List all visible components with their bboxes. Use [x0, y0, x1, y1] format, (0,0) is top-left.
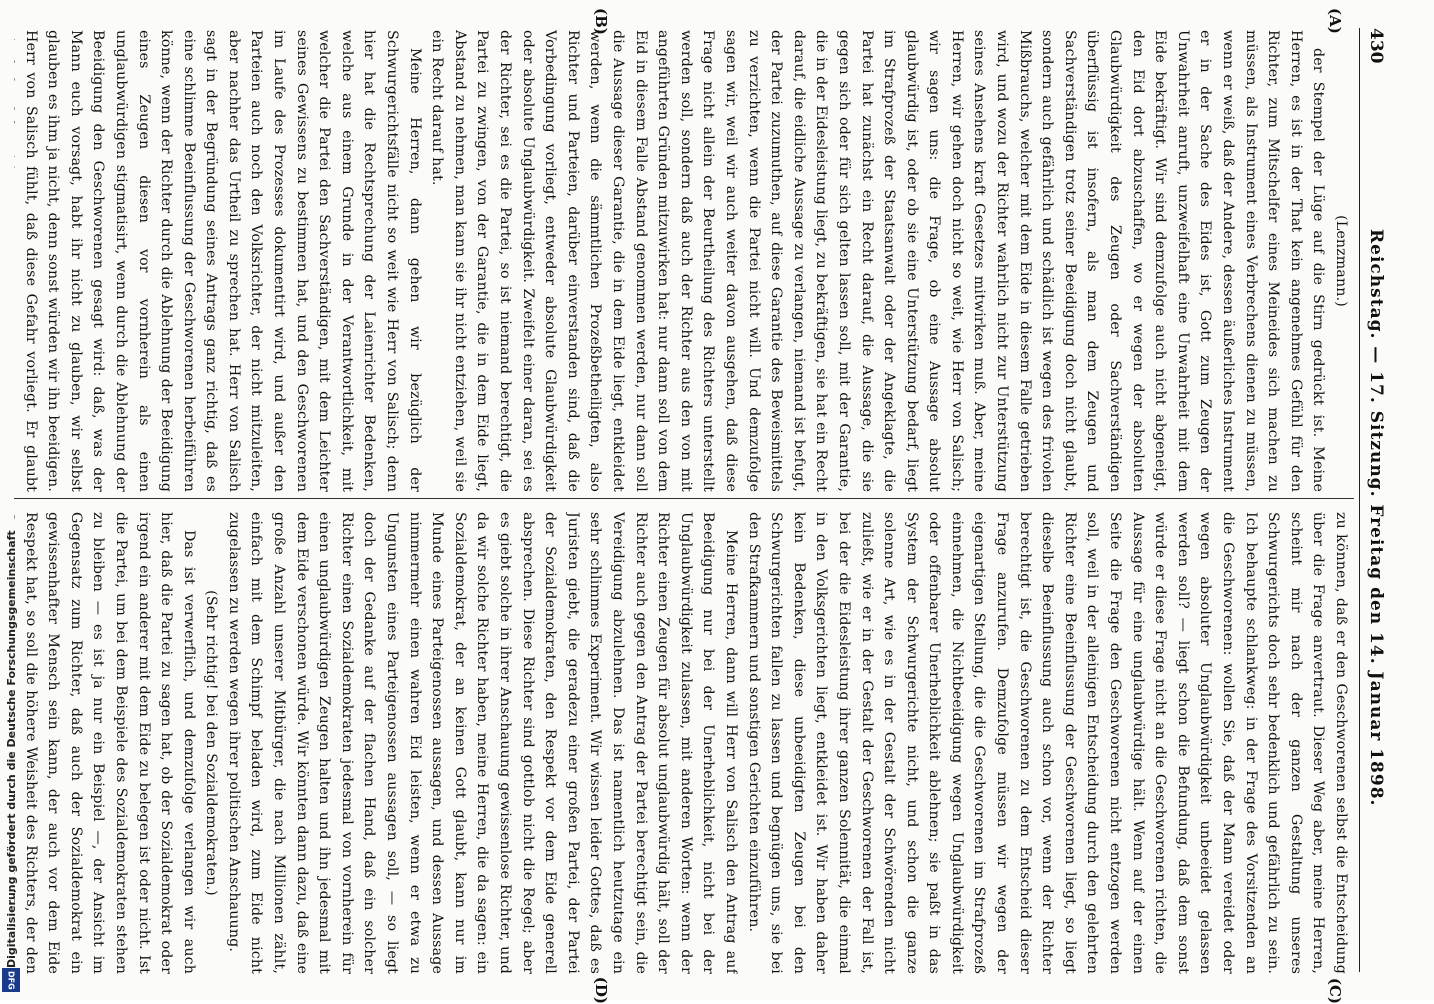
page-header	[1366, 28, 1400, 972]
right-paragraph-2: Meine Herren, dann will Herr von Salisch den Antrag auf Beeidigung nur bei der Unerheblichkeit, nicht bei der Unglaubwürdigkeit zulassen, mit anderen Worten: wenn der Richter einen Zeugen für absolut unglaubwürdig hält, soll der Richter auch gegen den Antrag der Partei berechtigt sein, die Vereidigung abzulehnen. Das ist namentlich heutzutage ein sehr schlimmes Experiment. Wir wissen leider Gottes, daß es Juristen giebt, die geradezu einer großen Partei, der Partei der Sozialdemokraten, den Respekt vor dem Eide generell absprechen. Diese Richter sind gottlob nicht die Regel; aber es giebt solche in ihrer Anschauung gewissenlose Richter, und da wir solche Richter haben, meine Herren, die da sagen: ein Sozialdemokrat, der an keinen Gott glaubt, kann nur im Munde eines Parteigenossen aussagen, und dessen Aussage nimmermehr einen wahren Eid leisten, wenn er etwa zu Ungunsten eines Parteigenossen aussagen soll, — so liegt doch der Gedanke auf der flachen Hand, daß ein solcher Richter einen Sozialdemokraten jedesmal von vornherein für einen unglaubwürdigen Zeugen halten und ihn jedesmal mit dem Eide verschonen würde. Wir könnten dann dazu, daß eine große Anzahl unserer Mitbürger, die nach Millionen zählt, einfach mit dem Schimpf beladen wird, zum Eide nicht zugelassen zu werden wegen ihrer politischen Anschauung.	[225, 512, 739, 974]
left-paragraph-2: Meine Herren, dann gehen wir bezüglich der Schwurgerichtsfälle nicht so weit wie Herr von Salisch; denn hier hat die Rechtsprechung der Laienrichter Bedenken, welche aus einem Grunde in der Verantwortlichkeit, mit welcher die Partei den Sachverständigen, mit dem Leichter seines Gewissens zu bestimmen hat, und den Geschworenen im Laufe des Prozesses dokumentirt wird, und außer den Parteien auch noch den Volksrichter, der nicht mitzuleiten, aber nachher das Urtheil zu sprechen hat. Herr von Salisch sagt in der Begründung seines Antrags ganz richtig, daß es eine schlimme Beeinflussung der Geschworenen herbeiführen könne, wenn der Richter durch die Ablehnung der Beeidigung eines Zeugen diesen vor vornherein als einen unglaubwürdigen stigmatisirt, wenn durch die Ablehnung der Beeidigung den Geschworenen gesagt wird: daß, was der Mann euch vorsagt, habt ihr nicht zu glauben, wir selbst glauben es ihm ja nicht, denn sonst würden wir ihn beeidigen. Herr von Salisch fühlt, daß diese Gefahr vorliegt. Er glaubt	[22, 30, 423, 492]
interjection: (Sehr richtig! bei den Sozialdemokraten.)	[203, 590, 220, 896]
digitization-note-text: Digitalisierung gefördert durch die Deutsche Forschungsgemeinschaft	[5, 530, 18, 968]
page-title: Reichstag. — 17. Sitzung. Freitag den 14. Januar 1898.	[1366, 229, 1386, 807]
header-rule	[1359, 28, 1360, 972]
right-paragraph-3: Das ist verwerflich, und demzufolge verlangen wir auch hier, daß die Partei zu sagen hat, ob der Sozialdemokrat oder irgend ein anderer mit dem Eide zu belegen ist oder nicht. Ist die Partei, um bei dem Beispiele des Sozialdemokraten stehen zu bleiben — es ist ja nur ein Beispiel —, der Ansicht im Gegensatz zum Richter, daß auch der Sozialdemokrat ein gewissenhafter Mensch sein kann, der auch vor dem Eide Respekt hat, so soll die höhere Weisheit des Richters, der den	[22, 512, 197, 974]
margin-letter-d: (D)	[592, 976, 610, 1004]
margin-letter-c: (C)	[1326, 977, 1344, 1004]
page-number: 430	[1366, 28, 1386, 64]
dfg-logo-icon: DFG	[2, 968, 20, 992]
left-paragraph-1: der Stempel der Lüge auf die Stirn gedrückt ist. Meine Herren, es ist in der That kein angenehmes Gefühl für den Richter, zum Mitschelfer eines Meineides sich machen zu müssen, als Instrument eines Verbrechens dienen zu müssen, wenn er weiß, daß der Andere, dessen äußerliches Instrument er in der Sache des Eides ist, Gott zum Zeugen der Unwahrheit anruft, unzweifelhaft eine Unwahrheit mit dem Eide bekräftigt. Wir sind demzufolge auch nicht abgeneigt, den Eid dort abzuschaffen, wo er wegen der absoluten Glaubwürdigkeit des Zeugen oder Sachverständigen überflüssig ist insofern, als man dem Zeugen und Sachverständigen trotz seiner Beeidigung doch nicht glaubt, sondern auch gefährlich und schädlich ist wegen des frivolen Mißbrauchs, welcher mit dem Eide in diesem Falle getrieben wird, und wozu der Richter wahrlich nicht zur Unterstützung seines Ansehens kraft Gesetzes mitwirken muß. Aber, meine Herren, wir gehen doch nicht so weit, wie Herr von Salisch; wir sagen uns: die Frage, ob eine Aussage absolut glaubwürdig ist, oder ob sie eine Unterstützung bedarf, liegt im Strafprozeß der Staatsanwalt oder der Angeklagte, die Partei hat zunächst ein Recht darauf, die Aussage, die sie gegen sich oder für sich gelten lassen soll, mit der Garantie, die in der Eidesleistung liegt, zu bekräftigen, sie hat ein Recht darauf, die eidliche Aussage zu verlangen, niemand ist befugt, der Partei zuzumuthen, auf diese Garantie des Beweismittels zu verzichten, wenn die Partei nicht will. Und demzufolge sagen wir, weil wir auch weiter davon ausgehen, daß diese Frage nicht allein der Beurtheilung des Richters unterstellt werden soll, sondern daß auch der Richter aus den von mit angeführten Gründen mitzuwirken hat: nur dann soll von dem Eid in diesem Falle Abstand genommen werden, nur dann soll die Aussage dieser Garantie, die in dem Eide liegt, entkleidet werden, wenn die sämmtlichen Prozeßbetheiligten, also Richter und Parteien, darüber einverstanden sind, daß die Vorbedingung vorliegt, entweder absolute Glaubwürdigkeit oder absolute Unglaubwürdigkeit. Zweifelt einer daran, sei es der Richter, sei es die Partei, so ist niemand berechtigt, die Partei zu zwingen, von der Garantie, die in dem Eide liegt, Abstand zu nehmen, man kann sie ihr nicht entziehen, weil sie ein Recht darauf hat.	[429, 30, 1327, 492]
column-divider	[14, 498, 1354, 499]
margin-letter-a: (A)	[1326, 8, 1344, 34]
margin-letter-b: (B)	[592, 8, 610, 35]
right-paragraph-1: zu können, daß er den Geschworenen selbst die Entscheidung über die Frage anvertraut. Dieser Weg aber, meine Herren, scheint mir nach der ganzen Gestaltung unseres Schwurgerichts doch sehr bedenklich und gefährlich zu sein. Ich behaupte schlankweg: in der Frage des Vorsitzenden an die Geschworenen: wollen Sie, daß der Mann vereidet oder wegen absoluter Unglaubwürdigkeit unbeeidet gelassen werden soll? — liegt schon die Befundung, daß dem sonst würde er diese Frage nicht an die Geschworenen richten, die Aussage für eine unglaubwürdige hält. Wenn auf der einen Seite die Frage den Geschworenen nicht entzogen werden soll, weil in der alleinigen Entscheidung durch den gelehrten Richter eine Beeinflussung der Geschworenen liegt, so liegt dieselbe Beeinflussung auch schon vor, wenn der Richter berechtigt ist, die Geschworenen zu dem Entscheid dieser Frage anzurufen. Demzufolge müssen wir wegen der eigenartigen Stellung, die die Geschworenen im Strafprozeß einnehmen, die Nichtbeeidigung wegen Unglaubwürdigkeit oder offenbarer Unerheblichkeit ablehnen; sie paßt in das System der Schwurgerichte nicht, und schon die ganze solenne Art, wie es in der Gestalt der Schwörenden nicht zuließt, wie er in der Gestalt der Geschworenen der Fall ist, bei der die Eidesleistung ihrer ganzen Solennität, die einmal in den Volksgerichten liegt, entkleidet ist. Wir haben daher kein Bedenken, diese unbeeidigten Zeugen bei den Schwurgerichten fallen zu lassen und begnügen uns, sie bei den Strafkammern und sonstigen Gerichten einzuführen.	[745, 512, 1349, 974]
speaker-name: (Lenzmann.)	[1333, 215, 1349, 307]
left-column	[14, 30, 1352, 492]
right-column	[14, 512, 1352, 974]
